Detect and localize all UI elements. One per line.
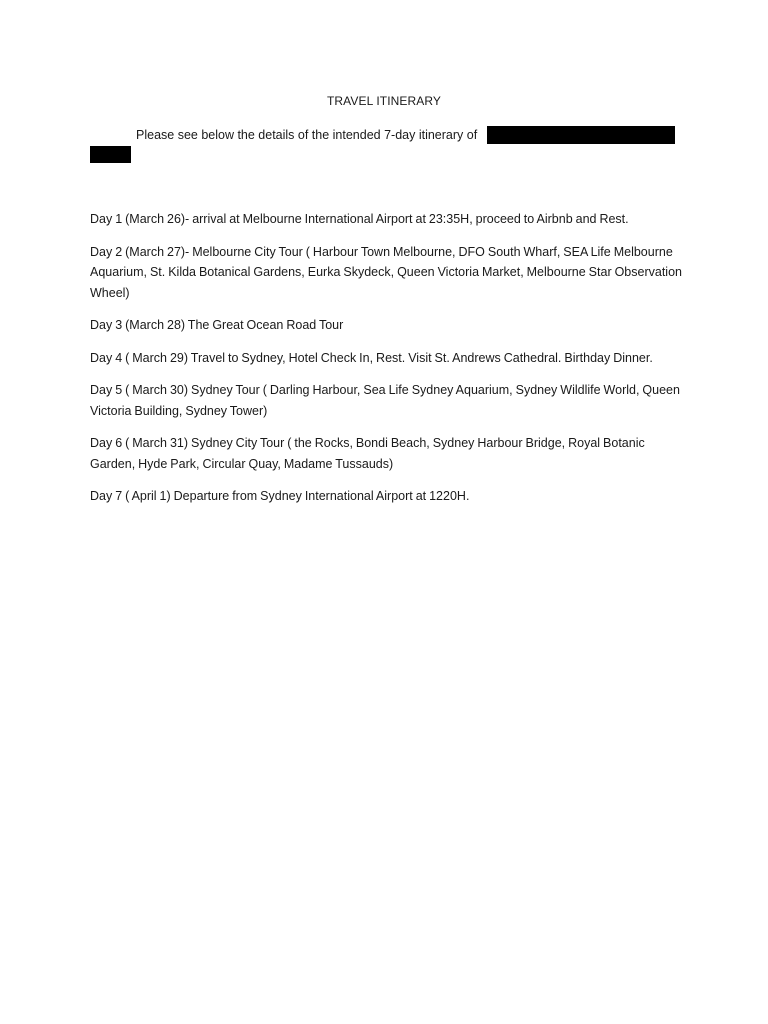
itinerary-list xyxy=(90,209,690,519)
itinerary-day-1: Day 1 (March 26)- arrival at Melbourne International Airport at 23:35H, proceed to Airbnb and Rest. xyxy=(90,212,629,226)
redaction-bar xyxy=(487,126,675,144)
itinerary-day-4: Day 4 ( March 29) Travel to Sydney, Hotel Check In, Rest. Visit St. Andrews Cathedral. Birthday Dinner. xyxy=(90,350,653,365)
itinerary-day-2: Day 2 (March 27)- Melbourne City Tour ( Harbour Town Melbourne, DFO South Wharf, SEA Life Melbourne Aquarium, St. Kilda Botanical Gardens, Eurka Skydeck, Queen Victoria Market, Melbourne Star Observation Wheel) xyxy=(90,244,682,300)
document-title: TRAVEL ITINERARY xyxy=(326,94,442,108)
itinerary-day-3: Day 3 (March 28) The Great Ocean Road Tour xyxy=(90,318,344,332)
itinerary-day-7: Day 7 ( April 1) Departure from Sydney International Airport at 1220H. xyxy=(90,489,470,503)
redaction-bar xyxy=(90,146,131,163)
intro-text: Please see below the details of the intended 7-day itinerary of xyxy=(136,128,478,142)
itinerary-day-6: Day 6 ( March 31) Sydney City Tour ( the Rocks, Bondi Beach, Sydney Harbour Bridge, Royal Botanic Garden, Hyde Park, Circular Quay, Madame Tussauds) xyxy=(90,436,645,471)
itinerary-day-5: Day 5 ( March 30) Sydney Tour ( Darling Harbour, Sea Life Sydney Aquarium, Sydney Wildlife World, Queen Victoria Building, Sydney Tower) xyxy=(90,383,680,418)
